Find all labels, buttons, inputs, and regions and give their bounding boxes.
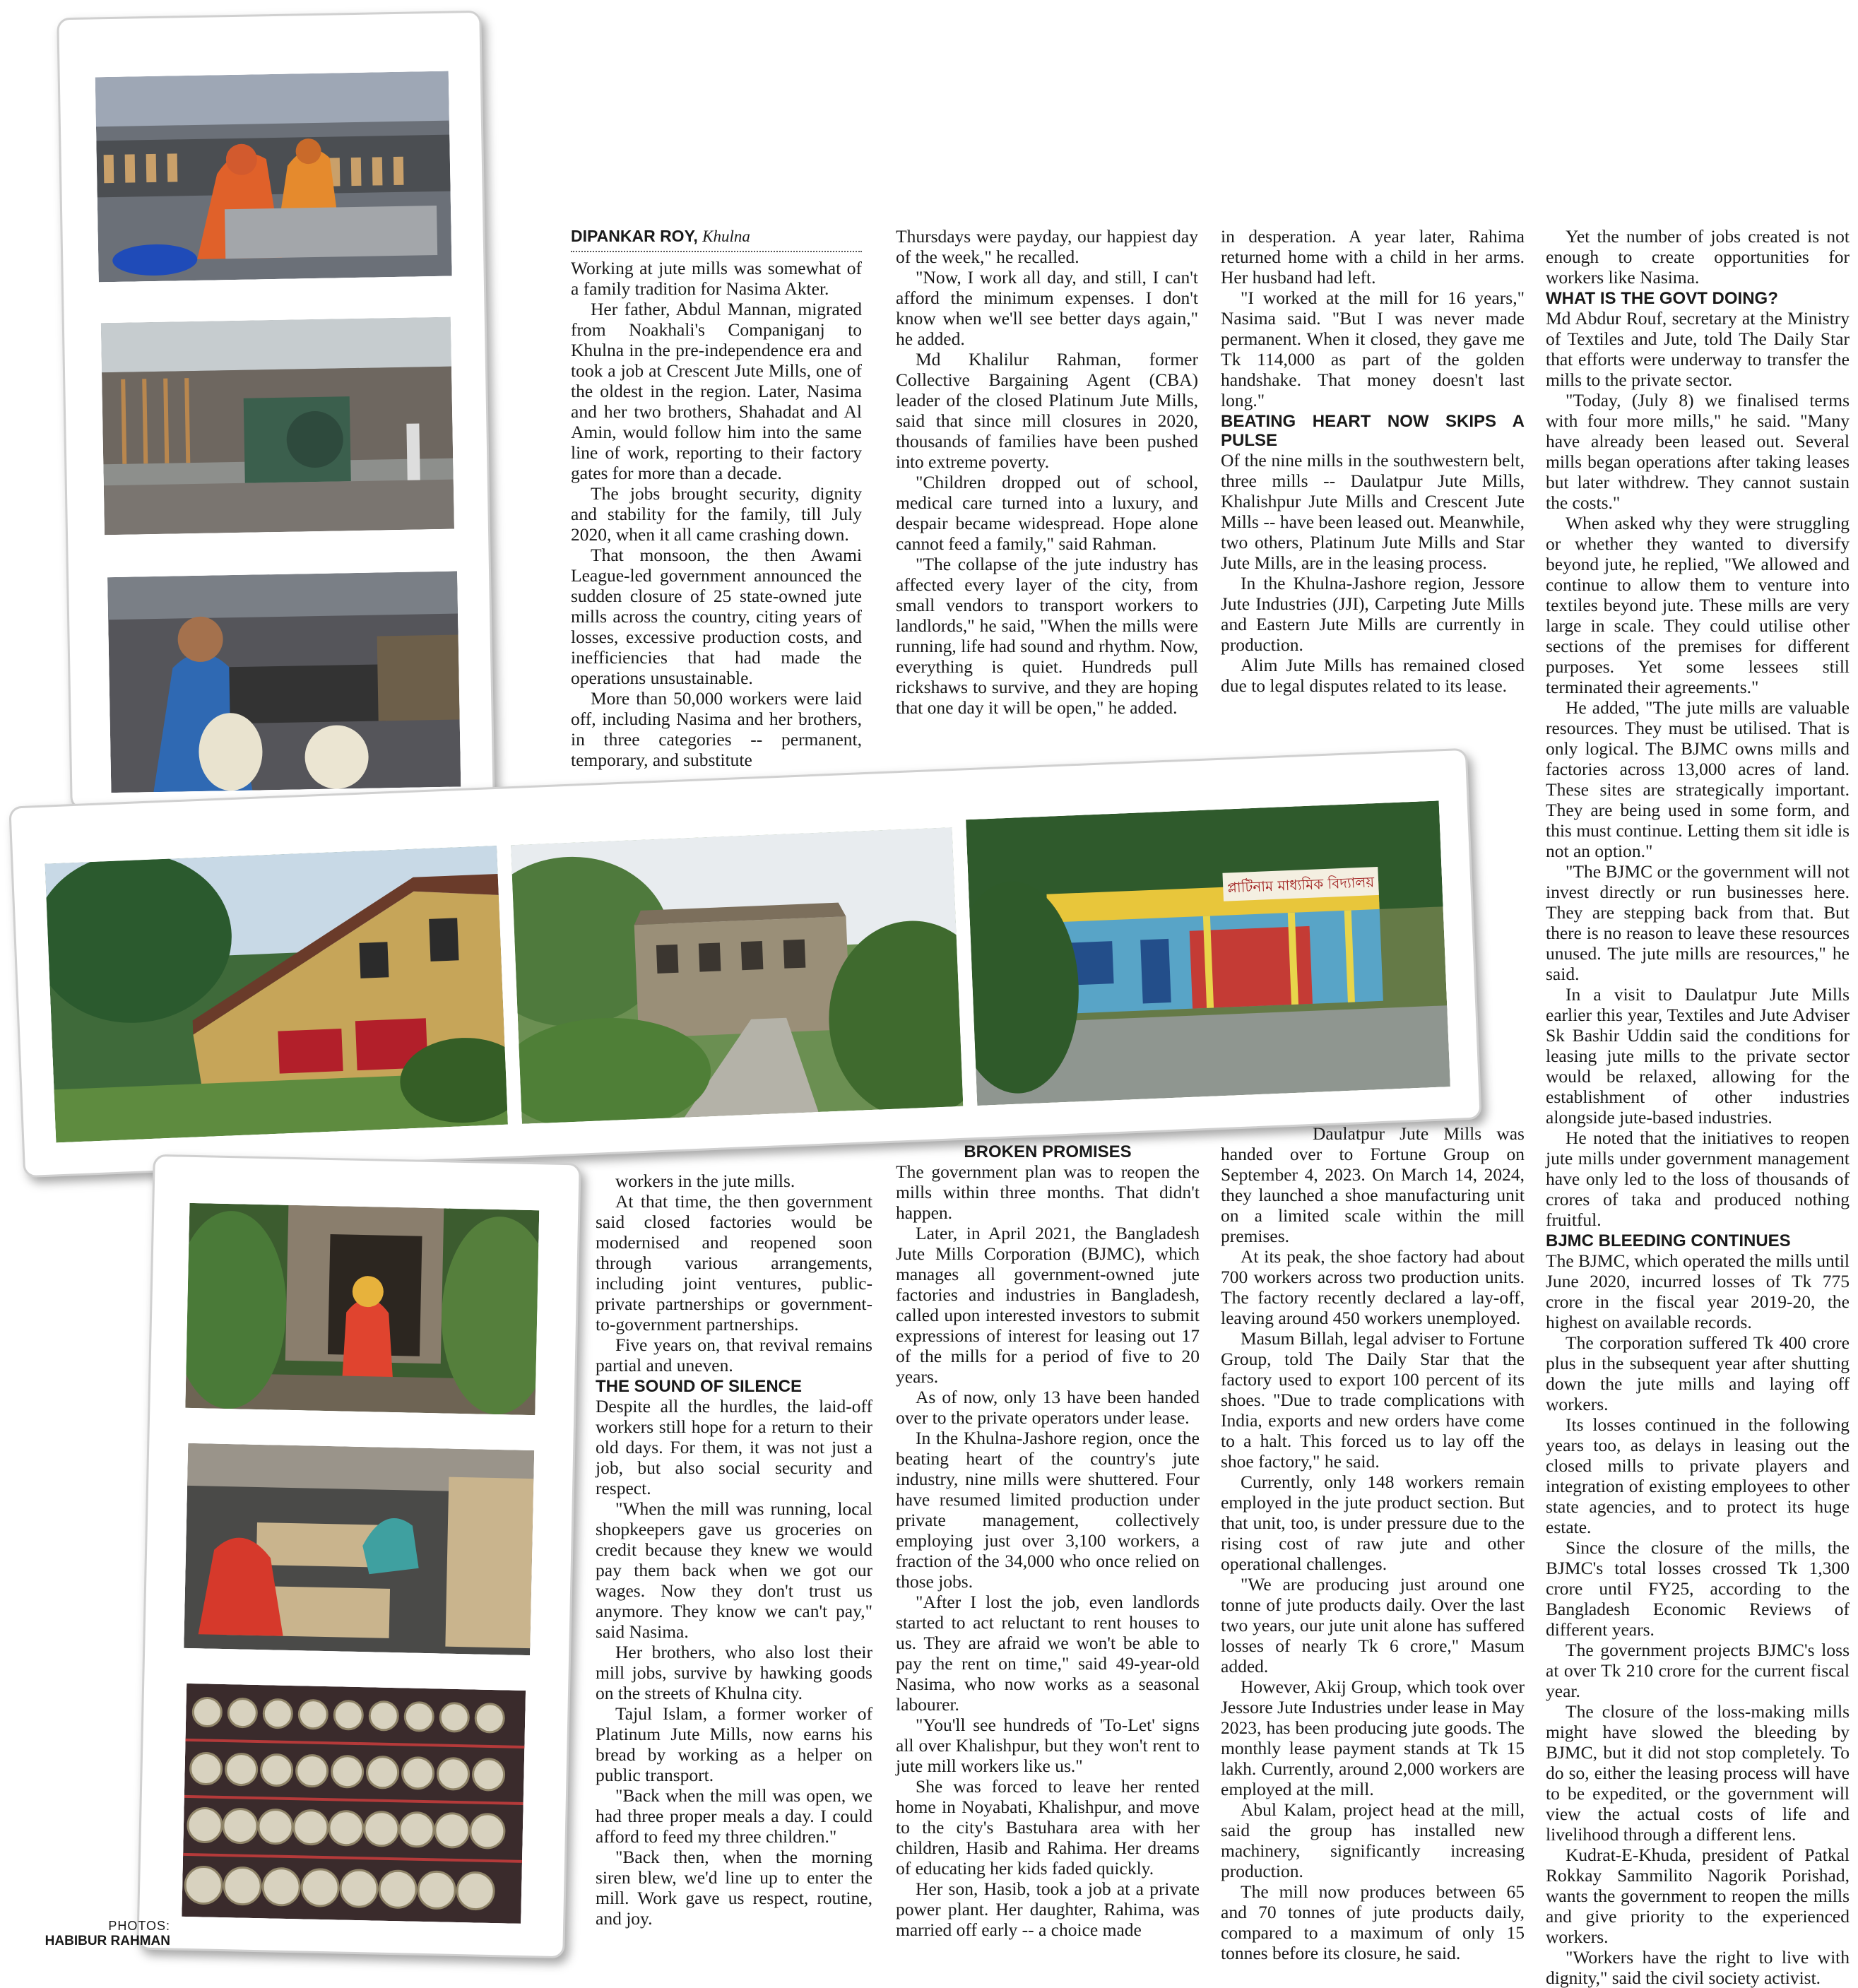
paragraph: The government projects BJMC's loss at over Tk 210 crore for the current fiscal year.: [1546, 1640, 1850, 1701]
article-column-1-bottom: [596, 1171, 872, 1929]
paragraph: Since the closure of the mills, the BJMC's total losses crossed Tk 1,300 crore until FY25, according to the Bangladesh Economic Reviews of different years.: [1546, 1537, 1850, 1640]
photo-credit: [39, 1918, 170, 1949]
article-column-2-bottom: [896, 1141, 1200, 1940]
paragraph: "When the mill was running, local shopkeepers gave us groceries on credit because they knew we would pay them back when we got our wages. Now they don't trust us anymore. They know we can't pay," said Nasima.: [596, 1498, 872, 1642]
section-heading-govt: WHAT IS THE GOVT DOING?: [1546, 289, 1778, 308]
school-sign-text: প্লাটিনাম মাধ্যমিক বিদ্যালয়: [1226, 873, 1375, 897]
paragraph: The corporation suffered Tk 400 crore plus in the subsequent year after shutting down the jute mills and laying off workers.: [1546, 1332, 1850, 1414]
paragraph: When asked why they were struggling or whether they wanted to diversify beyond jute, he replied, "We allowed and continue to allow them to venture into textiles beyond jute. These mills are very large in scale. They could utilise other sections of the premises for different purposes. Yet some lessees still terminated their agreements.": [1546, 513, 1850, 697]
byline-location: Khulna: [702, 227, 750, 245]
paragraph: Later, in April 2021, the Bangladesh Jute Mills Corporation (BJMC), which manages all government-owned jute factories and industries in Bangladesh, called upon interested investors to submit expressions of interest for leasing out 17 of the mills for a period of five to 20 years.: [896, 1223, 1200, 1387]
photo-abandoned-buildings: [511, 827, 963, 1124]
photo-women-spinning: [95, 71, 452, 283]
paragraph: In the Khulna-Jashore region, once the beating heart of the country's jute industry, nine mills were shuttered. Four have resumed limited production under private management, collectively employing just over 3,100 workers, a fraction of the 34,000 who once relied on those jobs.: [896, 1428, 1200, 1592]
paragraph: As of now, only 13 have been handed over to the private operators under lease.: [896, 1387, 1200, 1428]
paragraph: Alim Jute Mills has remained closed due to legal disputes related to its lease.: [1221, 655, 1525, 696]
paragraph: "Workers have the right to live with dignity," said the civil society activist.: [1546, 1947, 1850, 1988]
paragraph: More than 50,000 workers were laid off, including Nasima and her brothers, in three categories -- permanent, temporary, and substitute: [571, 688, 862, 770]
paragraph: Currently, only 148 workers remain employed in the jute product section. But that unit, too, is under pressure due to the rising cost of raw jute and other operational challenges.: [1221, 1472, 1525, 1574]
photo-women-sacks: [184, 1443, 534, 1655]
paragraph: in desperation. A year later, Rahima returned home with a child in her arms. Her husband had left.: [1221, 226, 1525, 288]
paragraph: Her son, Hasib, took a job at a private power plant. Her daughter, Rahima, was married off early -- a choice made: [896, 1878, 1200, 1940]
article-column-3-top: [1221, 226, 1525, 696]
photo-man-with-spools: [107, 572, 461, 793]
photo-card-bottom-left: [136, 1154, 581, 1958]
photo-card-top-left: [57, 11, 495, 810]
paragraph: The closure of the loss-making mills might have slowed the bleeding by BJMC, but it did not stop completely. To do so, either the leasing process will have to be expedited, or the government will view the actual costs of life and livelihood through a different lens.: [1546, 1701, 1850, 1845]
paragraph: Abul Kalam, project head at the mill, said the group has installed new machinery, significantly increasing production.: [1221, 1799, 1525, 1881]
paragraph: "The collapse of the jute industry has affected every layer of the city, from small vendors to transport workers to landlords," he said, "When the mills were running, life had sound and rhythm. Now, everything is quiet. Hundreds pull rickshaws to survive, and they are hoping that one day it will be open," he added.: [896, 554, 1198, 718]
paragraph: "Back then, when the morning siren blew, we'd line up to enter the mill. Work gave us respect, routine, and joy.: [596, 1847, 872, 1929]
paragraph: She was forced to leave her rented home in Noyabati, Khalishpur, and move to the city's Bastuhara area with her children, Hasib and Rahima. Her dreams of educating her kids faded quickly.: [896, 1776, 1200, 1878]
paragraph: Five years on, that revival remains partial and uneven.: [596, 1335, 872, 1375]
byline-author: DIPANKAR ROY,: [571, 227, 698, 245]
section-heading-sound-of-silence: THE SOUND OF SILENCE: [596, 1377, 803, 1396]
paragraph: Working at jute mills was somewhat of a family tradition for Nasima Akter.: [571, 258, 862, 299]
paragraph: "Today, (July 8) we finalised terms with four more mills," he said. "Many have already been leased out. Several mills began operations after taking leases but later withdrew. They cannot sustain the costs.": [1546, 390, 1850, 513]
article-column-4: [1546, 226, 1850, 1988]
paragraph: At that time, the then government said closed factories would be modernised and reopened soon through various arrangements, including joint ventures, public-private partnerships or government-to-government partnerships.: [596, 1191, 872, 1335]
paragraph: Tajul Islam, a former worker of Platinum Jute Mills, now earns his bread by working as a helper on public transport.: [596, 1703, 872, 1785]
paragraph: Masum Billah, legal adviser to Fortune Group, told The Daily Star that the factory used to export 100 percent of its shoes. "Due to trade complications with India, exports and new orders have come to a halt. This forced us to lay off the shoe factory," he said.: [1221, 1328, 1525, 1472]
paragraph: At its peak, the shoe factory had about 700 workers across two production units. The factory recently declared a lay-off, leaving around 450 workers unemployed.: [1221, 1246, 1525, 1328]
paragraph: However, Akij Group, which took over Jessore Jute Industries under lease in May 2023, has been producing jute goods. The monthly lease payment stands at Tk 15 lakh. Currently, around 2,000 workers are employed at the mill.: [1221, 1676, 1525, 1799]
paragraph: The jobs brought security, dignity and stability for the family, till July 2020, when it all came crashing down.: [571, 483, 862, 545]
paragraph: Daulatpur Jute Mills was handed over to Fortune Group on September 4, 2023. On March 14, 2024, they launched a shoe manufacturing unit on a limited scale within the mill premises.: [1221, 1123, 1525, 1246]
paragraph: The government plan was to reopen the mills within three months. That didn't happen.: [896, 1161, 1200, 1223]
byline: [571, 226, 862, 252]
paragraph: In a visit to Daulatpur Jute Mills earlier this year, Textiles and Jute Adviser Sk Bashir Uddin said the conditions for leasing jute mills to the private sector would be relaxed, allowing for the establishment of other industries alongside jute-based industries.: [1546, 984, 1850, 1128]
paragraph: He added, "The jute mills are valuable resources. They must be utilised. That is only logical. The BJMC owns mills and factories across 13,000 acres of land. These sites are strategically important. They are being used in some form, and this must continue. Letting them sit idle is not an option.": [1546, 697, 1850, 861]
paragraph: In the Khulna-Jashore region, Jessore Jute Industries (JJI), Carpeting Jute Mills and Eastern Jute Mills are currently in production.: [1221, 573, 1525, 655]
photo-factory-machinery: [101, 317, 454, 536]
paragraph: Its losses continued in the following years too, as delays in leasing out the closed mills to private players and integration of existing employees to other state agencies, and to protect its huge estate.: [1546, 1414, 1850, 1537]
article-column-1-top: [571, 226, 862, 770]
photo-school-building: [966, 800, 1450, 1106]
article-column-2-top: [896, 226, 1198, 718]
photo-card-middle: [8, 748, 1481, 1178]
paragraph: workers in the jute mills.: [615, 1171, 795, 1191]
photo-credit-name: HABIBUR RAHMAN: [45, 1934, 170, 1948]
paragraph: "Children dropped out of school, medical care turned into a luxury, and despair became widespread. Hope alone cannot feed a family," said Rahman.: [896, 472, 1198, 554]
paragraph: The BJMC, which operated the mills until June 2020, incurred losses of Tk 775 crore in the fiscal year 2019-20, the highest on available records.: [1546, 1250, 1850, 1332]
paragraph: "Back when the mill was open, we had three proper meals a day. I could afford to feed my three children.": [596, 1785, 872, 1847]
paragraph: "I worked at the mill for 16 years," Nasima said. "But I was never made permanent. When it closed, they gave me Tk 114,000 as part of the golden handshake. That money doesn't last long.": [1221, 288, 1525, 410]
paragraph: Md Abdur Rouf, secretary at the Ministry of Textiles and Jute, told The Daily Star that efforts were underway to transfer the mills to the private sector.: [1546, 308, 1850, 390]
paragraph: "Now, I work all day, and still, I can't afford the minimum expenses. I don't know when we'll see better days again," he added.: [896, 267, 1198, 349]
paragraph: "The BJMC or the government will not invest directly or run businesses here. They are stepping back from that. But there is no reason to leave these resources unused. The jute mills are resources," he said.: [1546, 861, 1850, 984]
section-heading-bjmc: BJMC BLEEDING CONTINUES: [1546, 1231, 1791, 1250]
photo-credit-label: PHOTOS:: [108, 1919, 170, 1933]
paragraph: The mill now produces between 65 and 70 tonnes of jute products daily, compared to a maximum of only 15 tonnes before its closure, he said.: [1221, 1881, 1525, 1963]
section-heading-broken-promises: BROKEN PROMISES: [964, 1142, 1132, 1161]
section-heading-beating-heart: BEATING HEART NOW SKIPS A PULSE: [1221, 412, 1525, 450]
paragraph: Yet the number of jobs created is not enough to create opportunities for workers like Nasima.: [1546, 226, 1850, 288]
photo-staff-quarters-row: [45, 846, 508, 1142]
article-column-3-bottom: [1221, 1123, 1525, 1963]
paragraph: Thursdays were payday, our happiest day of the week," he recalled.: [896, 226, 1198, 267]
paragraph: Kudrat-E-Khuda, president of Patkal Rokkay Sammilito Nagorik Porishad, wants the government to reopen the mills and give priority to the experienced workers.: [1546, 1845, 1850, 1947]
paragraph: He noted that the initiatives to reopen jute mills under government management have only led to the loss of thousands of crores of taka and produced nothing fruitful.: [1546, 1128, 1850, 1230]
paragraph: Her father, Abdul Mannan, migrated from Noakhali's Companiganj to Khulna in the pre-independence era and took a job at Crescent Jute Mills, one of the oldest in the region. Later, Nasima and her two brothers, Shahadat and Al Amin, would follow him into the same line of work, reporting to their factory gates for more than a decade.: [571, 299, 862, 483]
paragraph: "We are producing just around one tonne of jute products daily. Over the last two years, our jute unit alone has suffered losses of nearly Tk 6 crore," Masum added.: [1221, 1574, 1525, 1676]
photo-spools-rack: [182, 1684, 526, 1924]
paragraph: Her brothers, who also lost their mill jobs, survive by hawking goods on the streets of Khulna city.: [596, 1642, 872, 1703]
paragraph: "After I lost the job, even landlords started to act reluctant to rent houses to us. They are afraid we won't be able to pay the rent on time," said 49-year-old Nasima, who now works as a seasonal labourer.: [896, 1592, 1200, 1715]
paragraph: Of the nine mills in the southwestern belt, three mills -- Daulatpur Jute Mills, Khalishpur Jute Mills and Crescent Jute Mills -- have been leased out. Meanwhile, two others, Platinum Jute Mills and Star Jute Mills, are in the leasing process.: [1221, 450, 1525, 573]
paragraph: That monsoon, the then Awami League-led government announced the sudden closure of 25 state-owned jute mills across the country, citing years of losses, excessive production costs, and inefficiencies that had made the operations unsustainable.: [571, 545, 862, 688]
photo-nasima-portrait: [185, 1203, 539, 1415]
paragraph: Despite all the hurdles, the laid-off workers still hope for a return to their old days. For them, it was not just a job, but also social security and respect.: [596, 1396, 872, 1498]
paragraph: Md Khalilur Rahman, former Collective Bargaining Agent (CBA) leader of the closed Platinum Jute Mills, said that since mill closures in 2020, thousands of families have been pushed into extreme poverty.: [896, 349, 1198, 472]
paragraph: "You'll see hundreds of 'To-Let' signs all over Khalishpur, but they won't rent to jute mill workers like us.": [896, 1715, 1200, 1776]
